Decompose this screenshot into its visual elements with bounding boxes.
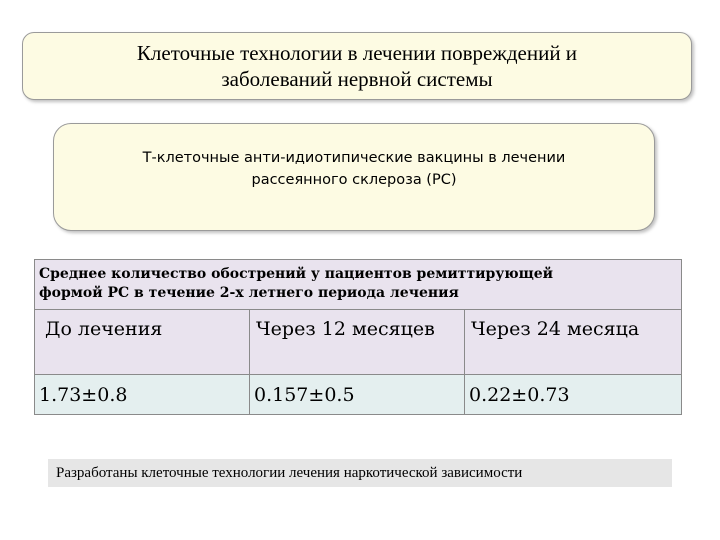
header-before-treatment: До лечения: [35, 310, 250, 374]
footer-note: Разработаны клеточные технологии лечения наркотической зависимости: [44, 459, 672, 487]
subtitle-box: [53, 123, 655, 231]
title-line-1: Клеточные технологии в лечении повреждений и: [136, 41, 578, 65]
value-12-months: 0.157±0.5: [250, 375, 465, 414]
value-24-months: 0.22±0.73: [469, 383, 570, 406]
table-caption: [35, 260, 681, 310]
header-12-months: Через 12 месяцев: [250, 310, 465, 374]
header-24-months: Через 24 месяца: [471, 318, 640, 340]
page-title: [137, 40, 577, 92]
value-before-treatment: 1.73±0.8: [35, 375, 250, 414]
table-caption-line-1: Среднее количество обострений у пациентов ремиттирующей: [39, 266, 554, 282]
table-row: [35, 375, 681, 414]
title-line-2: заболеваний нервной системы: [221, 67, 493, 91]
subtitle-line-2: рассеянного склероза (РС): [251, 172, 457, 188]
table-header-row: [35, 310, 681, 375]
results-table: [34, 259, 682, 415]
subtitle: [54, 124, 654, 191]
subtitle-line-1: Т-клеточные анти-идиотипические вакцины в лечении: [142, 150, 566, 166]
title-box: [22, 32, 692, 100]
table-caption-line-2: формой РС в течение 2-х летнего периода лечения: [39, 285, 459, 301]
